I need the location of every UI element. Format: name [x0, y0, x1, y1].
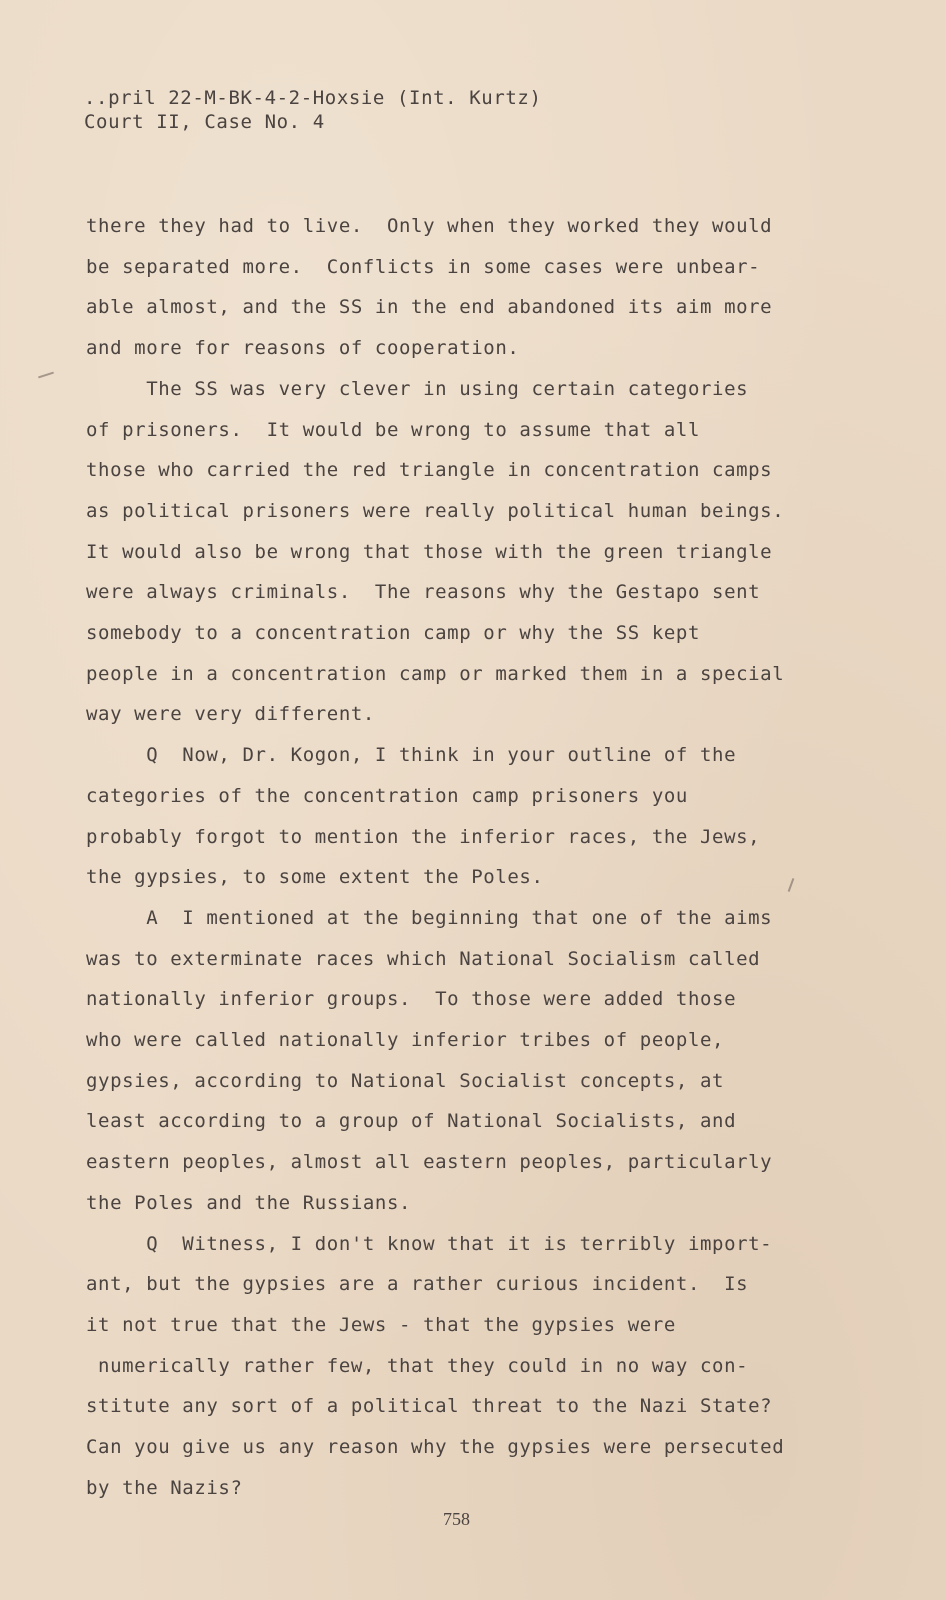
header-line-2: Court II, Case No. 4 [84, 111, 325, 133]
text-line: it not true that the Jews - that the gypsies were [86, 1313, 676, 1336]
text-line: by the Nazis? [86, 1476, 243, 1499]
text-line: was to exterminate races which National Socialism called [86, 947, 761, 970]
text-line: able almost, and the SS in the end abandoned its aim more [86, 296, 773, 319]
text-line: of prisoners. It would be wrong to assume that all [86, 418, 700, 441]
text-line: nationally inferior groups. To those were added those [86, 988, 737, 1011]
text-line: way were very different. [86, 703, 375, 726]
text-line: somebody to a concentration camp or why the SS kept [86, 622, 700, 645]
text-line: Q Now, Dr. Kogon, I think in your outline of the [86, 744, 737, 767]
text-line: and more for reasons of cooperation. [86, 337, 520, 360]
text-line: categories of the concentration camp prisoners you [86, 784, 688, 807]
text-line: who were called nationally inferior tribes of people, [86, 1029, 725, 1052]
text-line: ant, but the gypsies are a rather curious incident. Is [86, 1273, 749, 1296]
text-line: people in a concentration camp or marked them in a special [86, 662, 785, 685]
text-line: there they had to live. Only when they worked they would [86, 215, 773, 237]
margin-pencil-mark [38, 372, 54, 379]
text-line: probably forgot to mention the inferior races, the Jews, [86, 825, 761, 848]
text-line: as political prisoners were really political human beings. [86, 499, 785, 522]
document-header [84, 86, 541, 134]
text-line: gypsies, according to National Socialist concepts, at [86, 1069, 725, 1092]
page-number: 758 [443, 1509, 470, 1529]
text-line: least according to a group of National Socialists, and [86, 1110, 737, 1133]
text-line: eastern peoples, almost all eastern peoples, particularly [86, 1151, 773, 1174]
text-line: were always criminals. The reasons why the Gestapo sent [86, 581, 761, 604]
transcript-body [86, 206, 784, 1509]
margin-pencil-mark [788, 878, 795, 892]
text-line: Can you give us any reason why the gypsies were persecuted [86, 1436, 785, 1459]
text-line: A I mentioned at the beginning that one of the aims [86, 906, 773, 929]
text-line: The SS was very clever in using certain categories [86, 377, 749, 400]
text-line: the gypsies, to some extent the Poles. [86, 866, 544, 889]
header-line-1: ..pril 22-M-BK-4-2-Hoxsie (Int. Kurtz) [84, 87, 542, 109]
text-line: stitute any sort of a political threat to the Nazi State? [86, 1395, 773, 1418]
text-line: Q Witness, I don't know that it is terribly import- [86, 1232, 773, 1255]
text-line: It would also be wrong that those with the green triangle [86, 540, 773, 563]
text-line: the Poles and the Russians. [86, 1191, 412, 1214]
text-line: numerically rather few, that they could in no way con- [86, 1354, 749, 1377]
text-line: be separated more. Conflicts in some cases were unbear- [86, 255, 761, 278]
text-line: those who carried the red triangle in concentration camps [86, 459, 773, 482]
